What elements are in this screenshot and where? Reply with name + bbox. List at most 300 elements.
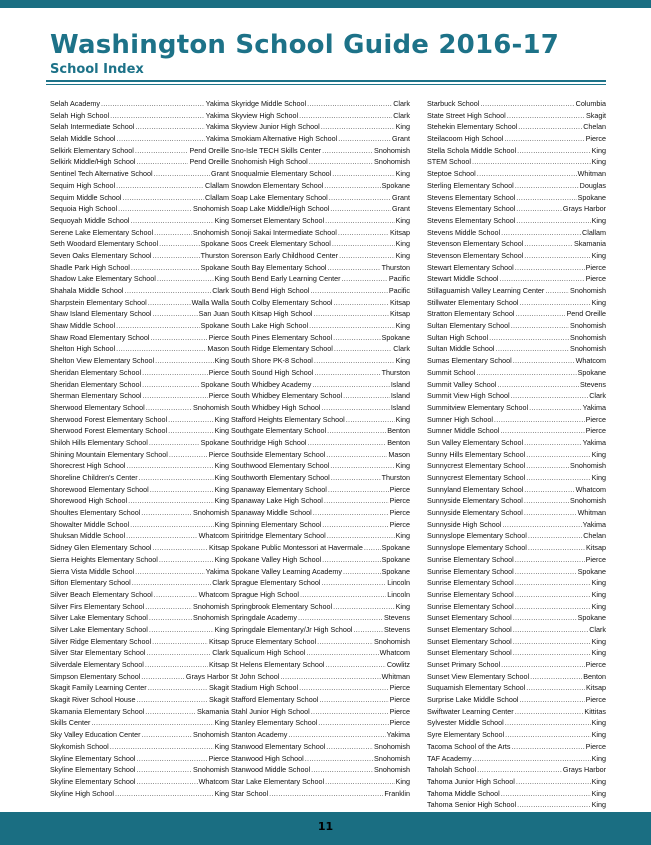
county-name: Clallam bbox=[205, 180, 229, 190]
index-entry bbox=[50, 460, 229, 472]
index-entry bbox=[231, 776, 410, 788]
index-column-3 bbox=[427, 98, 606, 811]
index-entry bbox=[231, 168, 410, 180]
dot-leader bbox=[318, 717, 388, 729]
county-name: Snohomish bbox=[193, 765, 229, 775]
index-entry bbox=[50, 110, 229, 122]
index-entry bbox=[50, 519, 229, 531]
dot-leader bbox=[330, 203, 391, 215]
school-name: Southworth Elementary School bbox=[231, 473, 330, 482]
school-name: Swiftwater Learning Center bbox=[427, 706, 514, 716]
dot-leader bbox=[150, 484, 214, 496]
index-entry bbox=[427, 694, 606, 706]
school-name: South Lake High School bbox=[231, 321, 309, 331]
index-entry bbox=[427, 530, 606, 542]
index-entry bbox=[231, 729, 410, 741]
index-entry bbox=[231, 203, 410, 215]
dot-leader bbox=[326, 741, 373, 753]
school-name: Sherwood Forest Elementary School bbox=[50, 426, 168, 436]
page-title: Washington School Guide 2016-17 bbox=[50, 30, 560, 60]
dot-leader bbox=[319, 694, 388, 706]
school-name: Stehekin Elementary School bbox=[427, 122, 518, 132]
dot-leader bbox=[288, 729, 385, 741]
county-name: King bbox=[591, 601, 606, 611]
index-entry bbox=[427, 262, 606, 274]
dot-leader bbox=[311, 764, 373, 776]
dot-leader bbox=[526, 449, 590, 461]
index-entry bbox=[50, 402, 229, 414]
dot-leader bbox=[519, 297, 590, 309]
dot-leader bbox=[496, 343, 570, 355]
index-entry bbox=[231, 343, 410, 355]
dot-leader bbox=[152, 636, 208, 648]
top-white-band bbox=[0, 8, 651, 18]
dot-leader bbox=[515, 554, 585, 566]
school-name: Silver Ridge Elementary School bbox=[50, 636, 152, 646]
index-entry bbox=[427, 753, 606, 765]
county-name: Skagit bbox=[209, 683, 229, 693]
index-entry bbox=[427, 612, 606, 624]
page-header bbox=[50, 30, 610, 77]
county-name: Yakima bbox=[582, 437, 606, 447]
county-name: King bbox=[591, 157, 606, 167]
county-name: Whatcom bbox=[575, 484, 606, 494]
dot-leader bbox=[309, 156, 373, 168]
school-name: Somerset Elementary School bbox=[231, 215, 325, 225]
dot-leader bbox=[128, 495, 213, 507]
index-entry bbox=[231, 788, 410, 800]
index-entry bbox=[50, 577, 229, 589]
index-entry bbox=[231, 507, 410, 519]
school-name: Sorenson Early Childhood Center bbox=[231, 250, 339, 260]
county-name: Grays Harbor bbox=[185, 671, 229, 681]
dot-leader bbox=[530, 671, 582, 683]
dot-leader bbox=[110, 110, 204, 122]
index-entry bbox=[427, 776, 606, 788]
county-name: Pend Oreille bbox=[189, 157, 229, 167]
dot-leader bbox=[524, 437, 581, 449]
dot-leader bbox=[130, 519, 214, 531]
dot-leader bbox=[149, 624, 214, 636]
dot-leader bbox=[149, 612, 192, 624]
school-name: Tacoma School of the Arts bbox=[427, 741, 511, 751]
county-name: Pierce bbox=[585, 274, 606, 284]
county-name: Skamania bbox=[574, 239, 606, 249]
county-name: Pierce bbox=[585, 695, 606, 705]
dot-leader bbox=[118, 203, 192, 215]
county-name: King bbox=[591, 730, 606, 740]
school-name: Stillaguamish Valley Learning Center bbox=[427, 286, 545, 295]
school-name: Spokane Valley High School bbox=[231, 554, 322, 564]
dot-leader bbox=[517, 145, 591, 157]
index-entry bbox=[50, 647, 229, 659]
index-entry bbox=[231, 297, 410, 309]
dot-leader bbox=[328, 484, 389, 496]
dot-leader bbox=[137, 753, 208, 765]
school-name: Stanwood Elementary School bbox=[231, 741, 326, 751]
county-name: Stevens bbox=[384, 624, 410, 634]
index-entry bbox=[50, 636, 229, 648]
dot-leader bbox=[526, 472, 590, 484]
index-entry bbox=[231, 273, 410, 285]
school-name: South Pines Elementary School bbox=[231, 332, 333, 342]
dot-leader bbox=[141, 507, 192, 519]
index-entry bbox=[231, 460, 410, 472]
index-entry bbox=[427, 414, 606, 426]
index-entry bbox=[427, 495, 606, 507]
county-name: Snohomish bbox=[193, 601, 229, 611]
school-name: Sylvester Middle School bbox=[427, 718, 504, 728]
index-entry bbox=[50, 788, 229, 800]
school-name: Sunset View Elementary School bbox=[427, 671, 530, 681]
index-column-2 bbox=[231, 98, 410, 799]
dot-leader bbox=[516, 308, 566, 320]
index-entry bbox=[231, 624, 410, 636]
dot-leader bbox=[364, 542, 381, 554]
school-name: Sequoia High School bbox=[50, 204, 118, 214]
county-name: Spokane bbox=[381, 180, 410, 190]
index-entry bbox=[231, 566, 410, 578]
county-name: Lincoln bbox=[387, 578, 410, 588]
school-name: Sunny Hills Elementary School bbox=[427, 449, 526, 459]
dot-leader bbox=[131, 215, 214, 227]
school-name: Syre Elementary School bbox=[427, 730, 505, 740]
county-name: King bbox=[591, 788, 606, 798]
index-entry bbox=[231, 180, 410, 192]
index-entry bbox=[50, 717, 229, 729]
school-name: Sterling Elementary School bbox=[427, 180, 514, 190]
school-name: Stevens Elementary School bbox=[427, 215, 516, 225]
county-name: Chelan bbox=[583, 122, 606, 132]
index-entry bbox=[50, 437, 229, 449]
school-name: Sunset Elementary School bbox=[427, 613, 512, 623]
dot-leader bbox=[157, 273, 214, 285]
dot-leader bbox=[501, 227, 581, 239]
dot-leader bbox=[511, 320, 569, 332]
dot-leader bbox=[513, 636, 591, 648]
dot-leader bbox=[132, 577, 212, 589]
school-name: Spanaway Middle School bbox=[231, 508, 312, 518]
dot-leader bbox=[145, 601, 192, 613]
school-name: Shadow Lake Elementary School bbox=[50, 274, 156, 284]
school-name: Silver Lake Elementary School bbox=[50, 613, 148, 623]
index-entry bbox=[427, 98, 606, 110]
index-entry bbox=[231, 262, 410, 274]
county-name: Thurston bbox=[381, 473, 410, 482]
index-entry bbox=[427, 133, 606, 145]
dot-leader bbox=[299, 110, 392, 122]
index-entry bbox=[231, 706, 410, 718]
dot-leader bbox=[516, 192, 576, 204]
dot-leader bbox=[524, 250, 590, 262]
index-entry bbox=[50, 238, 229, 250]
dot-leader bbox=[169, 449, 208, 461]
index-entry bbox=[50, 624, 229, 636]
dot-leader bbox=[152, 542, 208, 554]
county-name: Snohomish bbox=[374, 741, 410, 751]
school-name: Suquamish Elementary School bbox=[427, 683, 526, 693]
index-entry bbox=[427, 647, 606, 659]
dot-leader bbox=[146, 647, 211, 659]
county-name: Yakima bbox=[386, 730, 410, 740]
index-entry bbox=[427, 145, 606, 157]
section-subtitle: School Index bbox=[50, 62, 144, 77]
school-name: Shuksan Middle School bbox=[50, 531, 126, 541]
dot-leader bbox=[472, 156, 591, 168]
school-name: Spinning Elementary School bbox=[231, 519, 322, 529]
county-name: King bbox=[591, 145, 606, 155]
index-entry bbox=[50, 601, 229, 613]
index-entry bbox=[231, 156, 410, 168]
school-name: Sherman Elementary School bbox=[50, 391, 142, 401]
dot-leader bbox=[154, 589, 198, 601]
school-name: Sunnycrest Elementary School bbox=[427, 473, 526, 482]
index-entry bbox=[231, 519, 410, 531]
school-name: Sunnyside Elementary School bbox=[427, 508, 523, 518]
index-entry bbox=[427, 542, 606, 554]
dot-leader bbox=[480, 98, 574, 110]
school-name: Southside Elementary School bbox=[231, 449, 326, 459]
county-name: King bbox=[214, 274, 229, 284]
school-name: Sunnyside High School bbox=[427, 519, 502, 529]
county-name: King bbox=[214, 414, 229, 424]
index-entry bbox=[231, 227, 410, 239]
dot-leader bbox=[515, 577, 591, 589]
county-name: Pierce bbox=[585, 262, 606, 272]
school-name: Stahl Junior High School bbox=[231, 706, 310, 716]
school-name: St John School bbox=[231, 671, 280, 681]
dot-leader bbox=[516, 215, 590, 227]
index-entry bbox=[231, 659, 410, 671]
dot-leader bbox=[331, 472, 381, 484]
dot-leader bbox=[135, 145, 189, 157]
index-entry bbox=[50, 694, 229, 706]
county-name: Pierce bbox=[208, 391, 229, 401]
school-name: Sheridan Elementary School bbox=[50, 367, 142, 377]
index-column-1 bbox=[50, 98, 229, 799]
school-name: Sunset Elementary School bbox=[427, 648, 512, 658]
county-name: Snohomish bbox=[374, 145, 410, 155]
county-name: Pierce bbox=[389, 695, 410, 705]
school-name: Stevens Elementary School bbox=[427, 204, 516, 214]
index-entry bbox=[427, 717, 606, 729]
county-name: Kittitas bbox=[584, 706, 606, 716]
dot-leader bbox=[324, 180, 380, 192]
county-name: King bbox=[395, 169, 410, 179]
county-name: Pierce bbox=[389, 683, 410, 693]
county-name: Pierce bbox=[389, 519, 410, 529]
index-entry bbox=[427, 238, 606, 250]
county-name: Whatcom bbox=[575, 356, 606, 366]
school-name: Smokiam Alternative High School bbox=[231, 134, 338, 144]
index-entry bbox=[50, 192, 229, 204]
school-name: Stanwood Middle School bbox=[231, 765, 311, 775]
school-name: Sunrise Elementary School bbox=[427, 578, 514, 588]
school-name: Summit Valley School bbox=[427, 379, 497, 389]
county-name: King bbox=[395, 461, 410, 471]
index-entry bbox=[231, 402, 410, 414]
school-name: Sultan Middle School bbox=[427, 344, 495, 354]
school-name: Shiloh Hills Elementary School bbox=[50, 437, 148, 447]
school-name: Skyline Elementary School bbox=[50, 765, 136, 775]
county-name: Yakima bbox=[205, 122, 229, 132]
school-name: Star School bbox=[231, 788, 269, 798]
county-name: King bbox=[214, 461, 229, 471]
county-name: Clark bbox=[393, 344, 410, 354]
index-entry bbox=[50, 297, 229, 309]
dot-leader bbox=[528, 542, 585, 554]
school-name: Selah Intermediate School bbox=[50, 122, 135, 132]
school-name: South Whidbey Academy bbox=[231, 379, 312, 389]
school-name: Spanaway Lake High School bbox=[231, 496, 323, 506]
county-name: Pierce bbox=[389, 508, 410, 518]
index-entry bbox=[50, 133, 229, 145]
county-name: Kitsap bbox=[390, 227, 410, 237]
school-name: Selah Middle School bbox=[50, 134, 116, 144]
dot-leader bbox=[501, 788, 591, 800]
dot-leader bbox=[515, 706, 584, 718]
county-name: Lincoln bbox=[387, 589, 410, 599]
dot-leader bbox=[314, 308, 390, 320]
school-name: Sno-Isle TECH Skills Center bbox=[231, 145, 322, 155]
dot-leader bbox=[299, 682, 389, 694]
index-entry bbox=[50, 449, 229, 461]
index-entry bbox=[50, 542, 229, 554]
index-entry bbox=[50, 355, 229, 367]
school-name: Sequoyah Middle School bbox=[50, 215, 130, 225]
school-name: South Bend High School bbox=[231, 286, 310, 295]
dot-leader bbox=[515, 566, 577, 578]
county-name: Spokane bbox=[381, 554, 410, 564]
county-name: Snohomish bbox=[570, 461, 606, 471]
county-name: Clallam bbox=[582, 227, 606, 237]
county-name: Yakima bbox=[205, 134, 229, 144]
county-name: Pierce bbox=[389, 718, 410, 728]
county-name: King bbox=[395, 531, 410, 541]
dot-leader bbox=[524, 238, 573, 250]
school-name: Stafford Elementary School bbox=[231, 695, 319, 705]
dot-leader bbox=[512, 741, 585, 753]
county-name: Spokane bbox=[577, 566, 606, 576]
school-name: South Kitsap High School bbox=[231, 309, 313, 319]
index-entry bbox=[231, 379, 410, 391]
county-name: Island bbox=[390, 379, 410, 389]
index-entry bbox=[427, 507, 606, 519]
dot-leader bbox=[346, 414, 395, 426]
index-entry bbox=[427, 566, 606, 578]
dot-leader bbox=[115, 788, 214, 800]
index-entry bbox=[427, 168, 606, 180]
index-entry bbox=[231, 238, 410, 250]
dot-leader bbox=[500, 425, 584, 437]
county-name: Island bbox=[390, 402, 410, 412]
county-name: Pierce bbox=[208, 332, 229, 342]
dot-leader bbox=[311, 706, 389, 718]
school-name: Stevenson Elementary School bbox=[427, 239, 524, 249]
school-name: Sunnyland Elementary School bbox=[427, 484, 524, 494]
index-entry bbox=[231, 741, 410, 753]
top-color-band bbox=[0, 0, 651, 8]
dot-leader bbox=[135, 566, 204, 578]
county-name: Snohomish bbox=[374, 753, 410, 763]
county-name: King bbox=[591, 800, 606, 810]
dot-leader bbox=[343, 390, 390, 402]
dot-leader bbox=[313, 507, 389, 519]
school-name: Serene Lake Elementary School bbox=[50, 227, 154, 237]
index-entry bbox=[50, 379, 229, 391]
index-entry bbox=[50, 425, 229, 437]
dot-leader bbox=[513, 612, 577, 624]
page-number: 11 bbox=[317, 820, 334, 833]
dot-leader bbox=[325, 659, 385, 671]
index-entry bbox=[427, 192, 606, 204]
county-name: Columbia bbox=[575, 99, 606, 108]
school-name: Stanley Elementary School bbox=[231, 718, 318, 728]
index-entry bbox=[50, 659, 229, 671]
dot-leader bbox=[300, 589, 386, 601]
county-name: Skagit bbox=[209, 695, 229, 705]
county-name: Pierce bbox=[585, 554, 606, 564]
dot-leader bbox=[116, 180, 204, 192]
school-name: Sunnyslope Elementary School bbox=[427, 531, 527, 541]
school-name: Shoultes Elementary School bbox=[50, 508, 141, 518]
index-entry bbox=[231, 472, 410, 484]
county-name: Clark bbox=[212, 648, 229, 658]
index-entry bbox=[427, 624, 606, 636]
index-entry bbox=[231, 425, 410, 437]
dot-leader bbox=[150, 332, 207, 344]
county-name: Snohomish bbox=[193, 402, 229, 412]
dot-leader bbox=[135, 121, 204, 133]
index-entry bbox=[50, 484, 229, 496]
county-name: King bbox=[214, 718, 229, 728]
county-name: Spokane bbox=[577, 613, 606, 623]
school-name: Sultan High School bbox=[427, 332, 489, 342]
index-entry bbox=[50, 495, 229, 507]
county-name: Spokane bbox=[381, 566, 410, 576]
school-name: Sumas Elementary School bbox=[427, 356, 512, 366]
index-entry bbox=[427, 729, 606, 741]
county-name: Pend Oreille bbox=[566, 309, 606, 319]
county-name: Chelan bbox=[583, 531, 606, 541]
dot-leader bbox=[148, 682, 208, 694]
index-entry bbox=[50, 367, 229, 379]
index-entry bbox=[231, 671, 410, 683]
county-name: King bbox=[395, 601, 410, 611]
county-name: Kitsap bbox=[586, 543, 606, 553]
dot-leader bbox=[110, 741, 214, 753]
county-name: Snohomish bbox=[193, 730, 229, 740]
school-name: STEM School bbox=[427, 157, 471, 167]
county-name: Yakima bbox=[205, 99, 229, 108]
county-name: Pierce bbox=[389, 706, 410, 716]
school-name: Selah Academy bbox=[50, 99, 100, 108]
school-name: Snoqualmie Elementary School bbox=[231, 169, 332, 179]
index-entry bbox=[231, 753, 410, 765]
dot-leader bbox=[326, 449, 387, 461]
county-name: Benton bbox=[583, 671, 606, 681]
school-name: Sunnycrest Elementary School bbox=[427, 461, 526, 471]
school-name: Selah High School bbox=[50, 110, 110, 120]
county-name: Clark bbox=[589, 391, 606, 401]
index-entry bbox=[231, 577, 410, 589]
index-entry bbox=[50, 729, 229, 741]
county-name: Clark bbox=[393, 110, 410, 120]
index-entry bbox=[50, 706, 229, 718]
index-entry bbox=[427, 308, 606, 320]
dot-leader bbox=[155, 355, 213, 367]
county-name: Clark bbox=[212, 578, 229, 588]
